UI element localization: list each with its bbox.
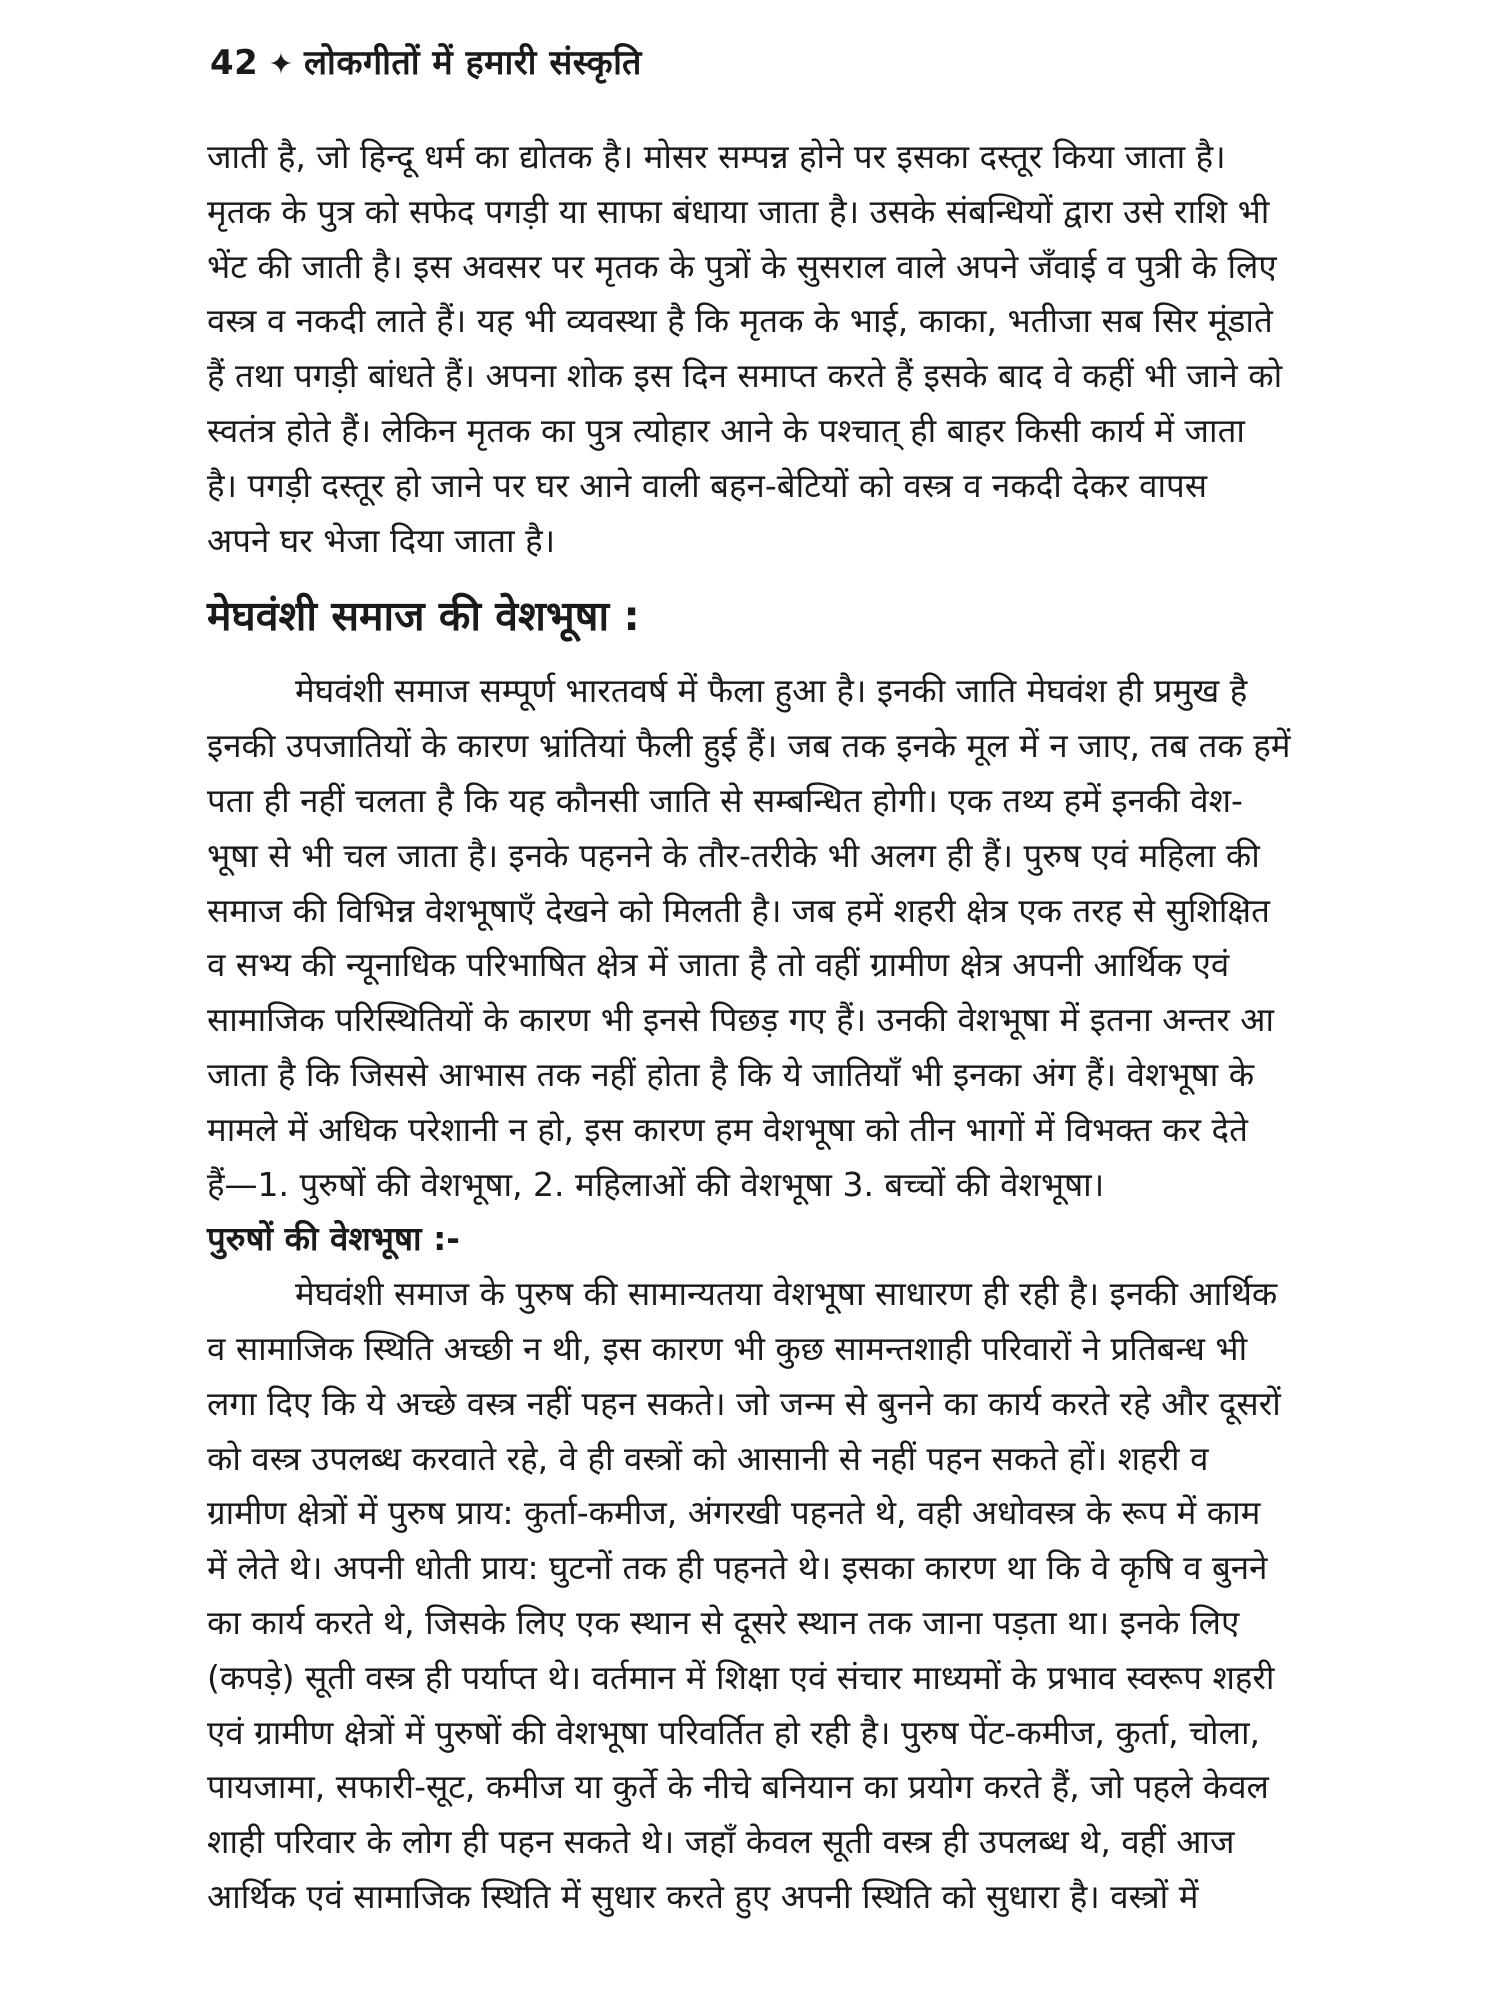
text-line: पता ही नहीं चलता है कि यह कौनसी जाति से सम्बन्धित होगी। एक तथ्य हमें इनकी वेश- — [207, 780, 1243, 820]
text-line: है। पगड़ी दस्तूर हो जाने पर घर आने वाली बहन-बेटियों को वस्त्र व नकदी देकर वापस — [207, 465, 1208, 505]
text-line: ग्रामीण क्षेत्रों में पुरुष प्राय: कुर्ता-कमीज, अंगरखी पहनते थे, वही अधोवस्त्र के रूप में काम — [207, 1493, 1261, 1533]
text-line: हैं—1. पुरुषों की वेशभूषा, 2. महिलाओं की वेशभूषा 3. बच्चों की वेशभूषा। — [207, 1164, 1105, 1204]
text-line: हैं तथा पगड़ी बांधते हैं। अपना शोक इस दिन समाप्त करते हैं इसके बाद वे कहीं भी जाने को — [207, 356, 1283, 396]
text-line: (कपड़े) सूती वस्त्र ही पर्याप्त थे। वर्तमान में शिक्षा एवं संचार माध्यमों के प्रभाव स्वरूप शहरी — [207, 1657, 1275, 1697]
paragraph-attire-overview — [207, 664, 1317, 1212]
star-separator-icon: ✦ — [268, 47, 294, 82]
text-line: का कार्य करते थे, जिसके लिए एक स्थान से दूसरे स्थान तक जाना पड़ता था। इनके लिए — [207, 1602, 1240, 1642]
text-line: शाही परिवार के लोग ही पहन सकते थे। जहाँ केवल सूती वस्त्र ही उपलब्ध थे, वहीं आज — [207, 1822, 1235, 1862]
text-line: भेंट की जाती है। इस अवसर पर मृतक के पुत्रों के सुसराल वाले अपने जँवाई व पुत्री के लिए — [207, 246, 1277, 286]
text-line: को वस्त्र उपलब्ध करवाते रहे, वे ही वस्त्रों को आसानी से नहीं पहन सकते हों। शहरी व — [207, 1438, 1209, 1478]
text-line: मेघवंशी समाज के पुरुष की सामान्यतया वेशभूषा साधारण ही रही है। इनकी आर्थिक — [295, 1274, 1278, 1314]
text-line: अपने घर भेजा दिया जाता है। — [207, 520, 556, 560]
page-body — [207, 130, 1317, 1925]
text-line: मृतक के पुत्र को सफेद पगड़ी या साफा बंधाया जाता है। उसके संबन्धियों द्वारा उसे राशि भी — [207, 191, 1270, 231]
text-line: मेघवंशी समाज सम्पूर्ण भारतवर्ष में फैला हुआ है। इनकी जाति मेघवंश ही प्रमुख है — [295, 671, 1248, 711]
paragraph-mens-attire — [207, 1267, 1317, 1925]
text-line: व सामाजिक स्थिति अच्छी न थी, इस कारण भी कुछ सामन्तशाही परिवारों ने प्रतिबन्ध भी — [207, 1328, 1248, 1368]
text-line: स्वतंत्र होते हैं। लेकिन मृतक का पुत्र त्योहार आने के पश्चात् ही बाहर किसी कार्य में जाता — [207, 410, 1245, 450]
text-line: पायजामा, सफारी-सूट, कमीज या कुर्ते के नीचे बनियान का प्रयोग करते हैं, जो पहले केवल — [207, 1767, 1269, 1807]
text-line: एवं ग्रामीण क्षेत्रों में पुरुषों की वेशभूषा परिवर्तित हो रही है। पुरुष पेंट-कमीज, कुर्ता, चोला, — [207, 1712, 1261, 1752]
subsection-heading: पुरुषों की वेशभूषा :- — [207, 1219, 460, 1259]
text-line: लगा दिए कि ये अच्छे वस्त्र नहीं पहन सकते। जो जन्म से बुनने का कार्य करते रहे और दूसरों — [207, 1383, 1281, 1423]
text-line: आर्थिक एवं सामाजिक स्थिति में सुधार करते हुए अपनी स्थिति को सुधारा है। वस्त्रों में — [207, 1876, 1199, 1916]
text-line: वस्त्र व नकदी लाते हैं। यह भी व्यवस्था है कि मृतक के भाई, काका, भतीजा सब सिर मूंडाते — [207, 301, 1273, 341]
text-line: मामले में अधिक परेशानी न हो, इस कारण हम वेशभूषा को तीन भागों में विभक्त कर देते — [207, 1109, 1248, 1149]
text-line: जाता है कि जिससे आभास तक नहीं होता है कि ये जातियाँ भी इनका अंग हैं। वेशभूषा के — [207, 1054, 1255, 1094]
text-line: भूषा से भी चल जाता है। इनके पहनने के तौर-तरीके भी अलग ही हैं। पुरुष एवं महिला की — [207, 835, 1260, 875]
book-title: लोकगीतों में हमारी संस्कृति — [303, 43, 642, 83]
text-line: इनकी उपजातियों के कारण भ्रांतियां फैली हुई हैं। जब तक इनके मूल में न जाए, तब तक हमें — [207, 726, 1291, 766]
page-number: 42 — [210, 43, 259, 83]
text-line: समाज की विभिन्न वेशभूषाएँ देखने को मिलती है। जब हमें शहरी क्षेत्र एक तरह से सुशिक्षित — [207, 890, 1270, 930]
running-header — [210, 38, 642, 84]
paragraph-intro — [207, 130, 1317, 568]
text-line: सामाजिक परिस्थितियों के कारण भी इनसे पिछड़ गए हैं। उनकी वेशभूषा में इतना अन्तर आ — [207, 1000, 1275, 1040]
text-line: व सभ्य की न्यूनाधिक परिभाषित क्षेत्र में जाता है तो वहीं ग्रामीण क्षेत्र अपनी आर्थिक एवं — [207, 945, 1230, 985]
text-line: में लेते थे। अपनी धोती प्राय: घुटनों तक ही पहनते थे। इसका कारण था कि वे कृषि व बुनने — [207, 1548, 1268, 1588]
text-line: जाती है, जो हिन्दू धर्म का द्योतक है। मोसर सम्पन्न होने पर इसका दस्तूर किया जाता है। — [207, 137, 1226, 176]
section-heading: मेघवंशी समाज की वेशभूषा : — [207, 592, 640, 641]
